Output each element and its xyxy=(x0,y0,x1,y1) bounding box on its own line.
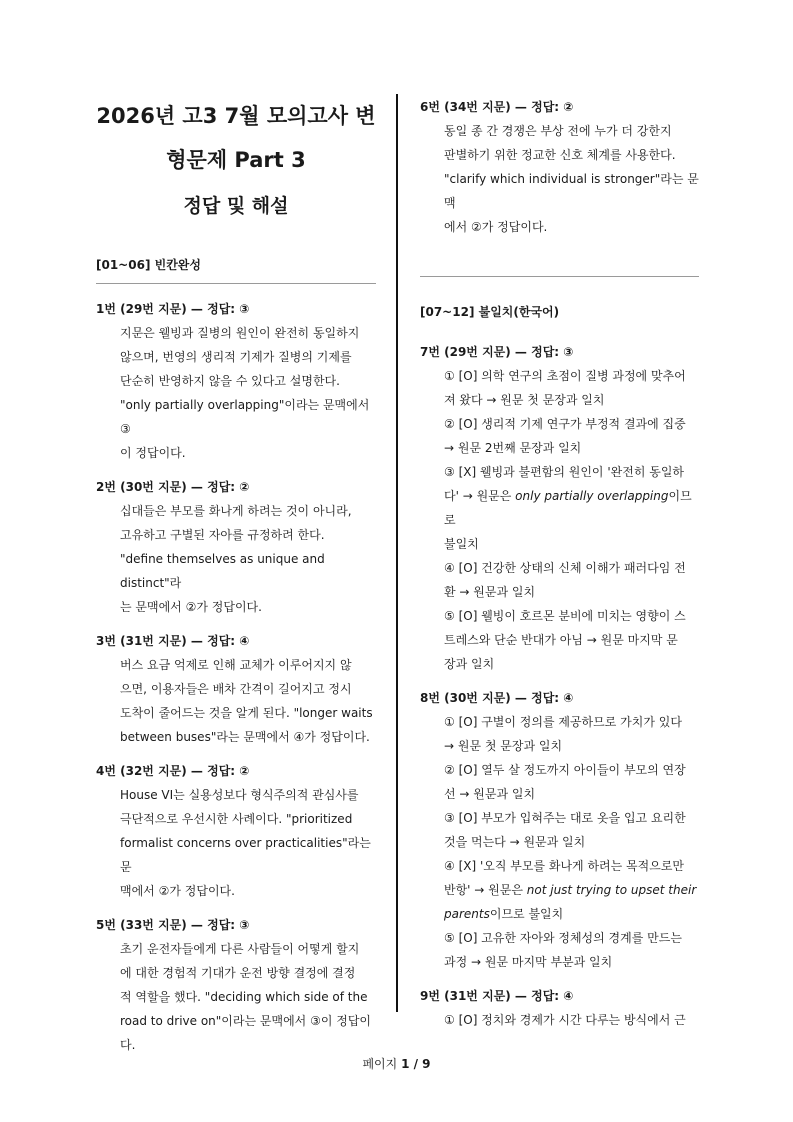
text-line: → 원문 첫 문장과 일치 xyxy=(444,739,563,753)
text-line: 동일 종 간 경쟁은 부상 전에 누가 더 강한지 xyxy=(444,124,672,138)
text-line: ④ [O] 건강한 상태의 신체 이해가 패러다임 전 xyxy=(444,561,686,575)
text-line: 것을 먹는다 → 원문과 일치 xyxy=(444,835,586,849)
text-line: 고유하고 구별된 자아를 규정하려 한다. xyxy=(120,528,325,542)
text-line: "define themselves as unique and distinct"라 xyxy=(120,552,325,590)
text-line: "clarify which individual is stronger"라는 문맥 xyxy=(444,172,699,210)
question-5-explanation xyxy=(96,937,376,1057)
right-column xyxy=(420,92,699,1032)
question-1-heading: 1번 (29번 지문) — 정답: ③ xyxy=(96,302,250,316)
text-line: 트레스와 단순 반대가 아님 → 원문 마지막 문 xyxy=(444,633,678,647)
text-line: formalist concerns over practicalities"라는 문 xyxy=(120,836,371,874)
question-3-explanation xyxy=(96,653,376,749)
text-line: 불일치 xyxy=(444,537,479,551)
text-line: 환 → 원문과 일치 xyxy=(444,585,536,599)
choice-item xyxy=(420,758,699,806)
text-line: ① [O] 구별이 정의를 제공하므로 가치가 있다 xyxy=(444,715,682,729)
text-line: road to drive on"이라는 문맥에서 ③이 정답이 xyxy=(120,1014,372,1028)
quoted-phrase: parents xyxy=(444,907,490,921)
text-span: 반항' → 원문은 xyxy=(444,883,527,897)
text-line: "only partially overlapping"이라는 문맥에서 ③ xyxy=(120,398,370,436)
text-line: 도착이 줄어드는 것을 알게 된다. "longer waits xyxy=(120,706,373,720)
text-line: ① [O] 의학 연구의 초점이 질병 과정에 맞추어 xyxy=(444,369,686,383)
choice-item xyxy=(420,364,699,412)
text-line: 으면, 이용자들은 배차 간격이 길어지고 정시 xyxy=(120,682,352,696)
text-line: ① [O] 정치와 경제가 시간 다루는 방식에서 근 xyxy=(444,1013,686,1027)
choice-item xyxy=(420,806,699,854)
choice-item xyxy=(420,460,699,556)
text-line: 져 왔다 → 원문 첫 문장과 일치 xyxy=(444,393,605,407)
section-heading-mismatch: [07~12] 불일치(한국어) xyxy=(420,305,560,319)
text-line: ⑤ [O] 고유한 자아와 정체성의 경계를 만드는 xyxy=(444,931,682,945)
page-footer xyxy=(0,1055,793,1072)
text-line: ③ [X] 웰빙과 불편함의 원인이 '완전히 동일하 xyxy=(444,465,685,479)
question-3-heading: 3번 (31번 지문) — 정답: ④ xyxy=(96,634,250,648)
question-9-heading: 9번 (31번 지문) — 정답: ④ xyxy=(420,989,574,1003)
column-divider xyxy=(396,94,398,1012)
text-line: 극단적으로 우선시한 사례이다. "prioritized xyxy=(120,812,353,826)
text-line xyxy=(444,484,699,532)
question-5-heading: 5번 (33번 지문) — 정답: ③ xyxy=(96,918,250,932)
page-title xyxy=(96,94,376,182)
question-1-explanation xyxy=(96,321,376,465)
text-line: 적 역할을 했다. "deciding which side of the xyxy=(120,990,368,1004)
page-subtitle: 정답 및 해설 xyxy=(183,195,289,217)
text-line: 버스 요금 억제로 인해 교체가 이루어지지 않 xyxy=(120,658,352,672)
title-line-2: 형문제 Part 3 xyxy=(166,148,306,172)
text-line: ⑤ [O] 웰빙이 호르몬 분비에 미치는 영향이 스 xyxy=(444,609,686,623)
text-line: ④ [X] '오직 부모를 화나게 하려는 목적으로만 xyxy=(444,859,685,873)
page-label: 페이지 xyxy=(362,1057,402,1071)
question-6-heading: 6번 (34번 지문) — 정답: ② xyxy=(420,100,574,114)
text-line: 초기 운전자들에게 다른 사람들이 어떻게 할지 xyxy=(120,942,360,956)
question-8-choices xyxy=(420,710,699,974)
text-line: 는 문맥에서 ②가 정답이다. xyxy=(120,600,262,614)
choice-item xyxy=(420,710,699,758)
question-2-heading: 2번 (30번 지문) — 정답: ② xyxy=(96,480,250,494)
quoted-phrase: not just trying to upset their xyxy=(526,883,697,897)
text-line: 다. xyxy=(120,1038,136,1052)
title-line-1: 2026년 고3 7월 모의고사 변 xyxy=(96,104,376,128)
text-line: 않으며, 번영의 생리적 기제가 질병의 기제를 xyxy=(120,350,352,364)
text-line: 판별하기 위한 정교한 신호 체계를 사용한다. xyxy=(444,148,676,162)
text-line: 맥에서 ②가 정답이다. xyxy=(120,884,235,898)
text-line: 과정 → 원문 마지막 부분과 일치 xyxy=(444,955,613,969)
text-line: 단순히 반영하지 않을 수 있다고 설명한다. xyxy=(120,374,340,388)
choice-item xyxy=(420,556,699,604)
text-line: 선 → 원문과 일치 xyxy=(444,787,536,801)
text-line: House VI는 실용성보다 형식주의적 관심사를 xyxy=(120,788,359,802)
text-line: between buses"라는 문맥에서 ④가 정답이다. xyxy=(120,730,370,744)
question-2-explanation xyxy=(96,499,376,619)
page-separator: / xyxy=(409,1057,423,1071)
question-4-heading: 4번 (32번 지문) — 정답: ② xyxy=(96,764,250,778)
text-span: 이므로 불일치 xyxy=(489,907,564,921)
section-rule xyxy=(420,276,699,277)
question-7-heading: 7번 (29번 지문) — 정답: ③ xyxy=(420,345,574,359)
text-line xyxy=(444,878,699,902)
text-line xyxy=(444,902,699,926)
text-line: 에서 ②가 정답이다. xyxy=(444,220,548,234)
section-heading-blank: [01~06] 빈칸완성 xyxy=(96,258,201,272)
question-4-explanation xyxy=(96,783,376,903)
text-line: 십대들은 부모를 화나게 하려는 것이 아니라, xyxy=(120,504,352,518)
text-line: 지문은 웰빙과 질병의 원인이 완전히 동일하지 xyxy=(120,326,360,340)
text-span: 다' → 원문은 xyxy=(444,489,516,503)
text-line: 에 대한 경험적 기대가 운전 방향 결정에 결정 xyxy=(120,966,356,980)
left-column xyxy=(96,92,376,1057)
choice-item xyxy=(420,412,699,460)
choice-item xyxy=(420,854,699,926)
text-line: → 원문 2번째 문장과 일치 xyxy=(444,441,582,455)
text-line: 장과 일치 xyxy=(444,657,495,671)
question-9-choices xyxy=(420,1008,699,1032)
text-span: 이므로 xyxy=(444,489,692,527)
section-rule xyxy=(96,283,376,284)
text-line: ② [O] 열두 살 정도까지 아이들이 부모의 연장 xyxy=(444,763,686,777)
choice-item xyxy=(420,926,699,974)
question-6-explanation xyxy=(420,119,699,239)
question-8-heading: 8번 (30번 지문) — 정답: ④ xyxy=(420,691,574,705)
question-7-choices xyxy=(420,364,699,676)
quoted-phrase: only partially overlapping xyxy=(515,489,669,503)
text-line: 이 정답이다. xyxy=(120,446,186,460)
text-line: ③ [O] 부모가 입혀주는 대로 옷을 입고 요리한 xyxy=(444,811,686,825)
choice-item xyxy=(420,604,699,676)
current-page-number: 1 xyxy=(401,1057,410,1071)
total-page-count: 9 xyxy=(422,1057,431,1071)
text-line: ② [O] 생리적 기제 연구가 부정적 결과에 집중 xyxy=(444,417,686,431)
